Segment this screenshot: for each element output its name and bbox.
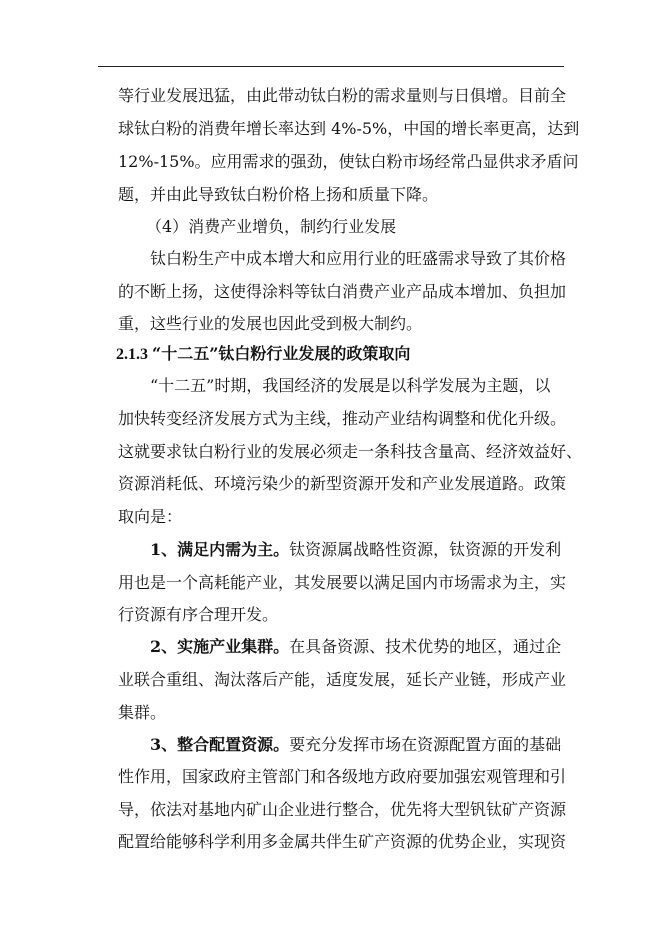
paragraph-line: 业联合重组、淘汰落后产能，适度发展，延长产业链，形成产业 xyxy=(118,670,567,689)
paragraph-line: 行资源有序合理开发。 xyxy=(118,605,279,624)
list-item-2-text: 在具备资源、技术优势的地区，通过企 xyxy=(289,637,562,656)
paragraph-line: 钛白粉生产中成本增大和应用行业的旺盛需求导致了其价格 xyxy=(150,249,567,268)
section-title: “十二五”钛白粉行业发展的政策取向 xyxy=(152,344,411,363)
paragraph-line: 12%-15%。应用需求的强劲，使钛白粉市场经常凸显供求矛盾问 xyxy=(118,152,579,171)
paragraph-line: “十二五”时期，我国经济的发展是以科学发展为主题，以 xyxy=(150,376,551,395)
paragraph-line: 重，这些行业的发展也因此受到极大制约。 xyxy=(118,314,423,333)
paragraph-line: 题，并由此导致钛白粉价格上扬和质量下降。 xyxy=(118,185,439,204)
list-item-3-lead: 3、整合配置资源。 xyxy=(150,735,290,754)
paragraph-line: 性作用，国家政府主管部门和各级地方政府要加强宏观管理和引 xyxy=(118,767,567,786)
paragraph-line: 等行业发展迅猛，由此带动钛白粉的需求量则与日俱增。目前全 xyxy=(118,86,567,105)
paragraph-line: 导，依法对基地内矿山企业进行整合，优先将大型钒钛矿产资源 xyxy=(118,800,567,819)
paragraph-line: 用也是一个高耗能产业，其发展要以满足国内市场需求为主，实 xyxy=(118,573,567,592)
header-rule xyxy=(98,66,564,67)
list-item-3-text: 要充分发挥市场在资源配置方面的基础 xyxy=(289,735,562,754)
paragraph-line: 资源消耗低、环境污染少的新型资源开发和产业发展道路。政策 xyxy=(118,474,567,493)
list-item-2-lead: 2、实施产业集群。 xyxy=(150,637,290,656)
list-item-1-text: 钛资源属战略性资源，钛资源的开发利 xyxy=(289,540,562,559)
paragraph-line: 加快转变经济发展方式为主线，推动产业结构调整和优化升级。 xyxy=(118,409,567,428)
paragraph-line: 这就要求钛白粉行业的发展必须走一条科技含量高、经济效益好、 xyxy=(118,442,583,461)
section-heading xyxy=(116,344,410,365)
subheading: （4）消费产业增负，制约行业发展 xyxy=(146,217,397,236)
paragraph-line: 配置给能够科学利用多金属共伴生矿产资源的优势企业，实现资 xyxy=(118,832,567,851)
paragraph-line: 取向是： xyxy=(118,507,183,526)
paragraph-line: 球钛白粉的消费年增长率达到 4%-5%，中国的增长率更高，达到 xyxy=(118,119,580,138)
list-item-3-first-line xyxy=(118,735,562,755)
list-item-1-lead: 1、满足内需为主。 xyxy=(150,540,290,559)
section-number: 2.1.3 xyxy=(116,346,148,363)
list-item-1-first-line xyxy=(118,540,562,560)
paragraph-line: 的不断上扬，这使得涂料等钛白消费产业产品成本增加、负担加 xyxy=(118,282,567,301)
paragraph-line: 集群。 xyxy=(118,703,167,722)
list-item-2-first-line xyxy=(118,637,562,657)
